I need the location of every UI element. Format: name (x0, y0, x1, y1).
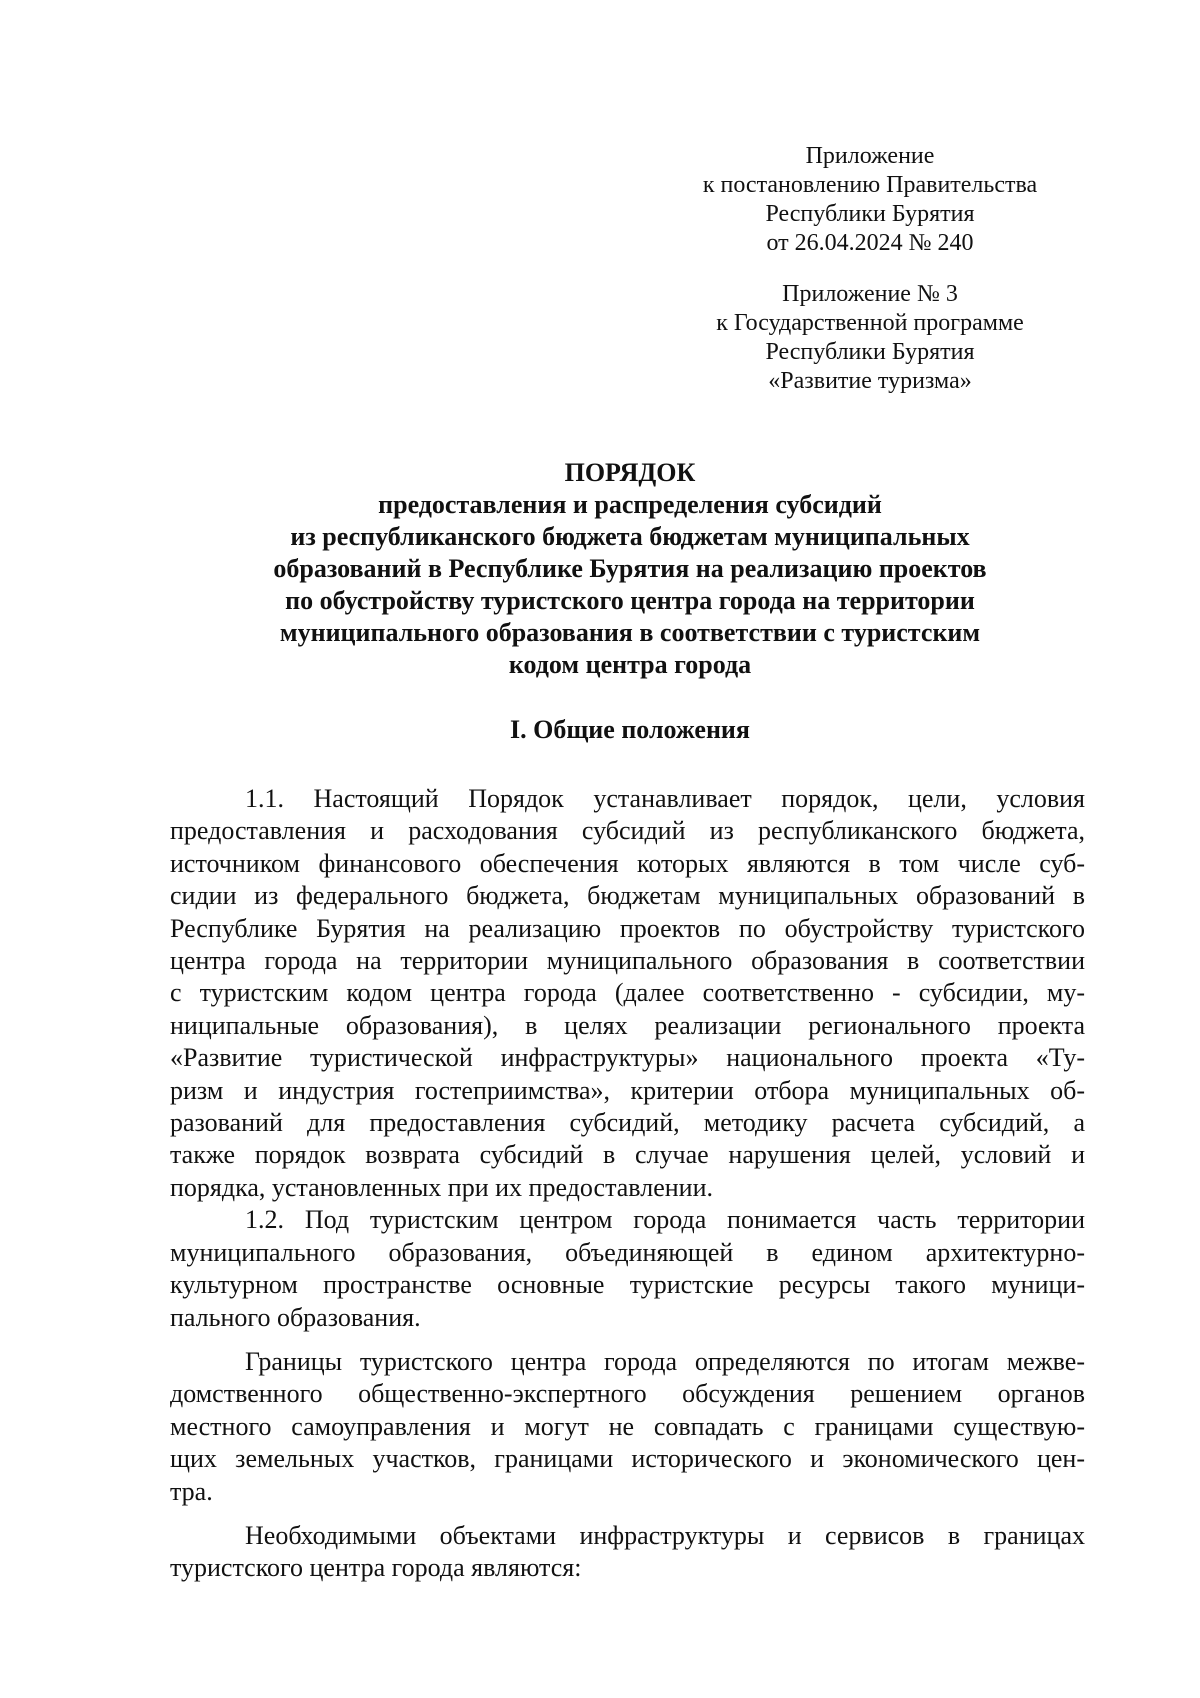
attachment-line: Республики Бурятия (765, 201, 975, 227)
title-line: по обустройству туристского центра города на территории (285, 586, 975, 615)
title-line: предоставления и распределения субсидий (378, 490, 882, 519)
text-line: пального образования. (170, 1302, 421, 1332)
text-line: Республике Бурятия на реализацию проектов по обустройству туристского (170, 913, 1085, 943)
text-line: Границы туристского центра города определяются по итогам межве- (245, 1346, 1085, 1376)
paragraph-1-2 (170, 1204, 1085, 1334)
text-line: также порядок возврата субсидий в случае нарушения целей, условий и (170, 1140, 1085, 1170)
attachment-note-resolution (670, 142, 1070, 258)
paragraph-infrastructure (170, 1520, 1085, 1585)
document-title (170, 457, 1090, 681)
text-line: 1.2. Под туристским центром города понимается часть территории (245, 1205, 1085, 1235)
title-heading: ПОРЯДОК (564, 458, 696, 487)
text-line: центра города на территории муниципального образования в соответствии (170, 946, 1085, 976)
attachment-line: Приложение (805, 143, 935, 169)
document-body (170, 783, 1085, 1585)
text-line: сидии из федерального бюджета, бюджетам муниципальных образований в (170, 881, 1085, 911)
title-line: муниципального образования в соответствии с туристским (279, 618, 981, 647)
text-line: туристского центра города являются: (170, 1553, 582, 1583)
section-heading: I. Общие положения (510, 715, 750, 744)
text-line: местного самоуправления и могут не совпадать с границами существую- (170, 1411, 1085, 1441)
text-line: 1.1. Настоящий Порядок устанавливает порядок, цели, условия (245, 784, 1085, 813)
text-line: муниципального образования, объединяющей в едином архитектурно- (170, 1237, 1085, 1267)
text-line: ниципальные образования), в целях реализации регионального проекта (170, 1010, 1085, 1040)
text-line: Необходимыми объектами инфраструктуры и сервисов в границах (245, 1520, 1085, 1550)
title-line: кодом центра города (508, 650, 752, 679)
paragraph-boundaries (170, 1346, 1085, 1508)
attachment-line: к постановлению Правительства (702, 172, 1038, 198)
title-line: образований в Республике Бурятия на реализацию проектов (273, 554, 987, 583)
text-line: ризм и индустрия гостеприимства», критерии отбора муниципальных об- (170, 1075, 1085, 1105)
text-line: домственного общественно-экспертного обсуждения решением органов (170, 1379, 1085, 1409)
text-line: порядка, установленных при их предоставлении. (170, 1172, 713, 1202)
text-line: щих земельных участков, границами исторического и экономического цен- (170, 1444, 1085, 1474)
text-line: «Развитие туристической инфраструктуры» национального проекта «Ту- (170, 1043, 1085, 1073)
attachment-line: от 26.04.2024 № 240 (766, 230, 974, 256)
attachment-line: Приложение № 3 (782, 281, 958, 307)
text-line: с туристским кодом центра города (далее соответственно - субсидии, му- (170, 978, 1085, 1008)
text-line: культурном пространстве основные туристские ресурсы такого муници- (170, 1270, 1085, 1300)
attachment-line: «Развитие туризма» (768, 368, 972, 394)
attachment-line: к Государственной программе (716, 310, 1024, 336)
attachment-note-program (670, 280, 1070, 396)
attachment-line: Республики Бурятия (765, 339, 975, 365)
text-line: тра. (170, 1476, 213, 1506)
text-line: предоставления и расходования субсидий из республиканского бюджета, (170, 816, 1085, 846)
paragraph-1-1 (170, 783, 1085, 1204)
text-line: источником финансового обеспечения которых являются в том числе суб- (170, 848, 1085, 878)
title-line: из республиканского бюджета бюджетам муниципальных (290, 522, 970, 551)
text-line: разований для предоставления субсидий, методику расчета субсидий, а (170, 1108, 1085, 1138)
